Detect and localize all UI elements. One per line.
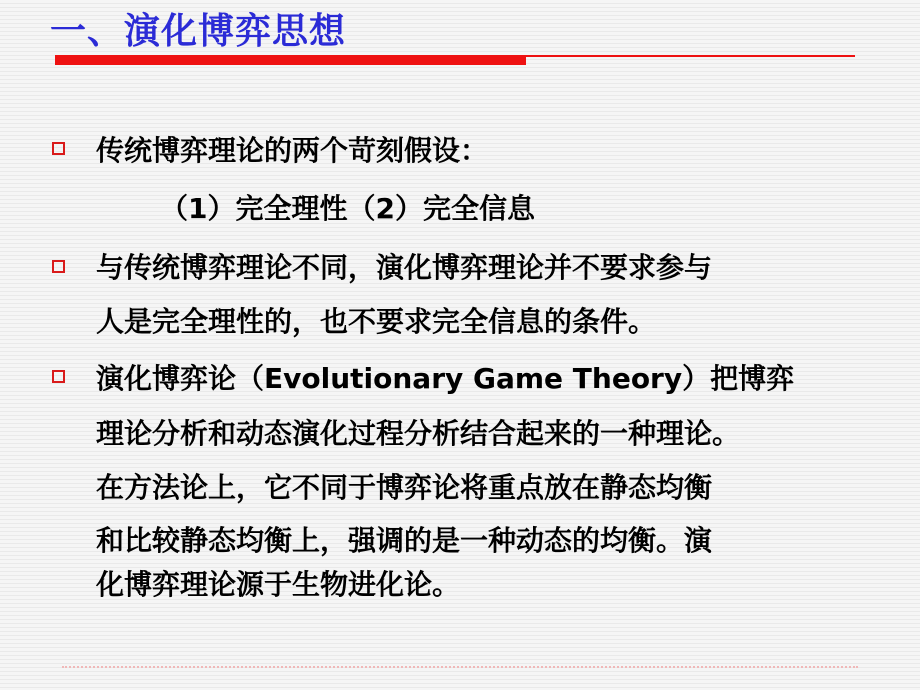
- assumptions-sub-item: （1）完全理性（2）完全信息: [160, 192, 535, 225]
- bullet-text-1-line-1: 传统博弈理论的两个苛刻假设：: [96, 134, 489, 167]
- bullet-text-3-line-2: 理论分析和动态演化过程分析结合起来的一种理论。: [96, 417, 741, 450]
- title-underline-bar: [55, 55, 526, 65]
- bullet-text-3-line-1: 演化博弈论（Evolutionary Game Theory）把博弈: [96, 362, 795, 395]
- hollow-square-bullet-icon: [52, 260, 65, 273]
- footer-divider: [62, 666, 858, 668]
- bullet-text-2-line-1: 与传统博弈理论不同，演化博弈理论并不要求参与: [96, 251, 713, 284]
- title-underline-rule: [526, 55, 855, 57]
- slide-title: 一、演化博弈思想: [50, 11, 347, 52]
- bullet-text-3-line-3: 在方法论上，它不同于博弈论将重点放在静态均衡: [96, 471, 713, 504]
- bullet-text-3-line-5: 化博弈理论源于生物进化论。: [96, 568, 461, 601]
- hollow-square-bullet-icon: [52, 370, 65, 383]
- bullet-text-2-line-2: 人是完全理性的，也不要求完全信息的条件。: [96, 305, 657, 338]
- hollow-square-bullet-icon: [52, 142, 65, 155]
- bullet-text-3-line-4: 和比较静态均衡上，强调的是一种动态的均衡。演: [96, 524, 713, 557]
